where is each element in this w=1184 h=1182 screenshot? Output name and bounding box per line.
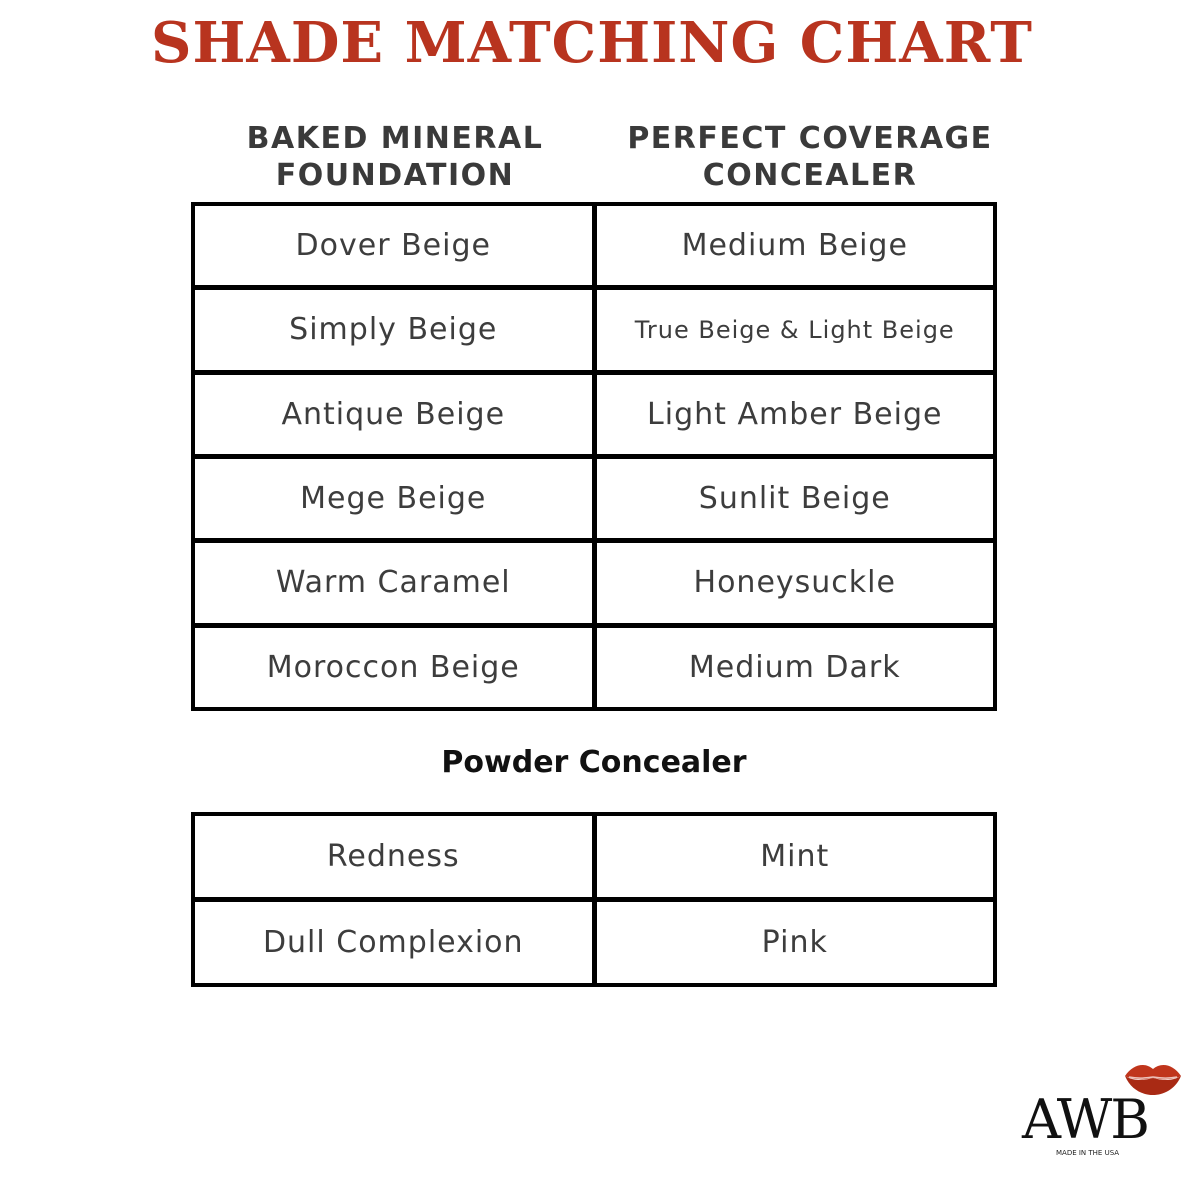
foundation-cell: Warm Caramel — [195, 543, 592, 622]
shade-cell: Pink — [597, 902, 994, 983]
concealer-header-line-2: CONCEALER — [702, 158, 918, 193]
powder-concealer-table — [191, 812, 997, 987]
concealer-cell: Light Amber Beige — [597, 375, 994, 454]
foundation-cell: Simply Beige — [195, 290, 592, 369]
shade-cell: Mint — [597, 816, 994, 897]
concern-cell: Redness — [195, 816, 592, 897]
foundation-cell: Moroccon Beige — [195, 628, 592, 707]
concealer-header-line-1: PERFECT COVERAGE — [627, 121, 993, 156]
foundation-column-header — [205, 120, 585, 194]
foundation-cell: Antique Beige — [195, 375, 592, 454]
concealer-cell: Medium Beige — [597, 206, 994, 285]
concealer-cell: Honeysuckle — [597, 543, 994, 622]
concealer-cell: Medium Dark — [597, 628, 994, 707]
shade-matching-table — [191, 202, 997, 711]
foundation-header-line-1: BAKED MINERAL — [246, 121, 544, 156]
concealer-cell: Sunlit Beige — [597, 459, 994, 538]
powder-concealer-title: Powder Concealer — [441, 745, 747, 780]
foundation-header-line-2: FOUNDATION — [275, 158, 515, 193]
page-title: SHADE MATCHING CHART — [151, 10, 1033, 76]
logo-brand-text: AWB — [1022, 1088, 1148, 1151]
foundation-cell: Mege Beige — [195, 459, 592, 538]
foundation-cell: Dover Beige — [195, 206, 592, 285]
awb-logo — [1018, 1060, 1168, 1165]
concealer-column-header — [605, 120, 1015, 194]
concealer-cell: True Beige & Light Beige — [597, 290, 994, 369]
logo-tagline: MADE IN THE USA — [1056, 1149, 1120, 1157]
concern-cell: Dull Complexion — [195, 902, 592, 983]
